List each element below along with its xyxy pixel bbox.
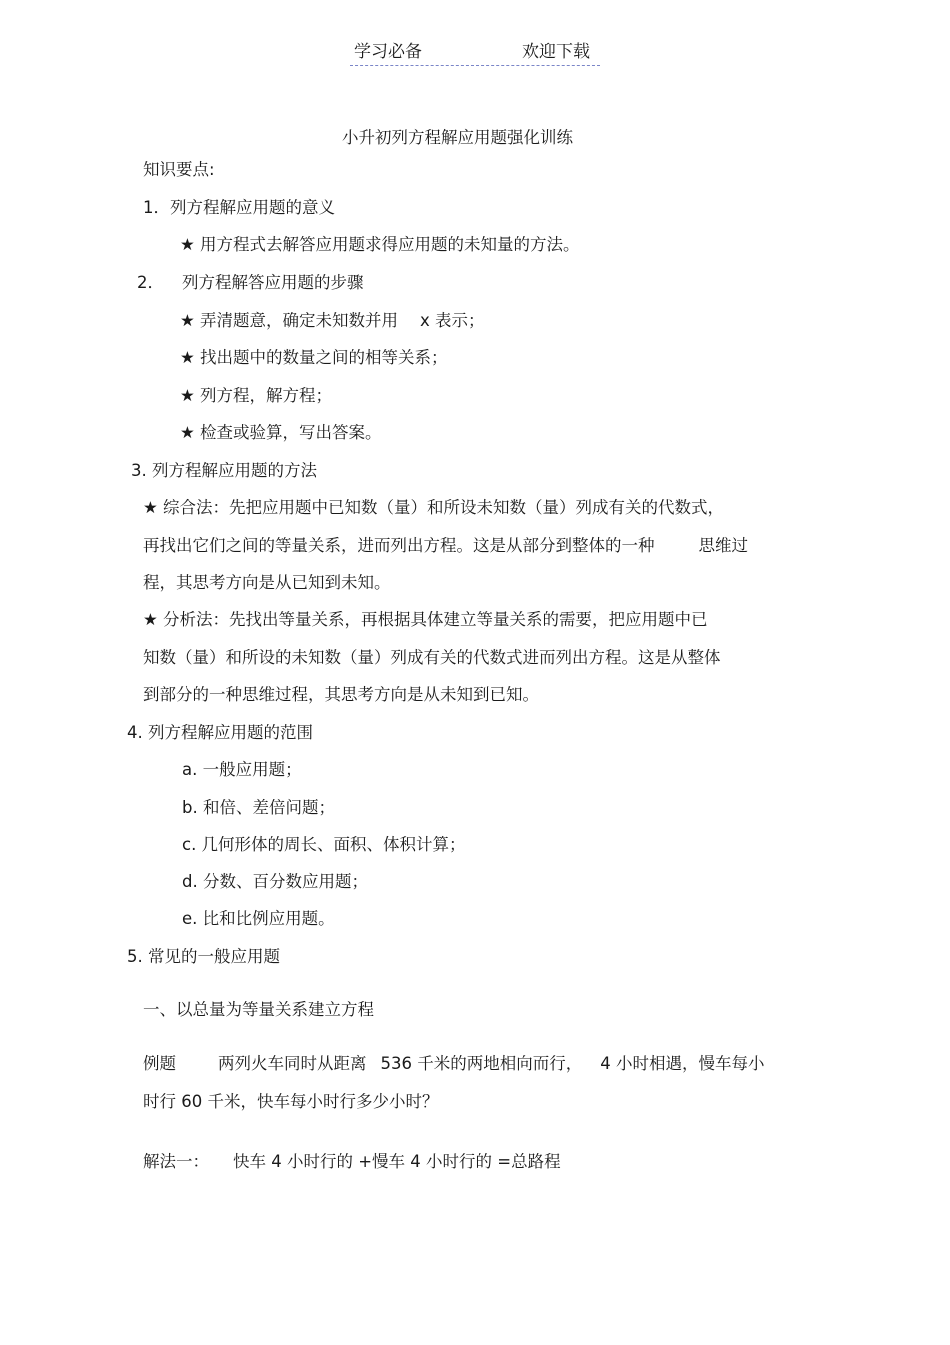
section-2-heading (137, 272, 364, 294)
section-1-bullet-1: ★ 用方程式去解答应用题求得应用题的未知量的方法。 (180, 235, 580, 254)
solution-label: 解法一： (143, 1152, 209, 1171)
section-2-heading-text: 列方程解答应用题的步骤 (182, 273, 364, 292)
section-3-para-1-line-3: 程，其思考方向是从已知到未知。 (143, 573, 391, 592)
example-line-1-part-a: 两列火车同时从距离 (218, 1054, 367, 1073)
solution-line (143, 1151, 561, 1173)
section-4-heading: 4. 列方程解应用题的范围 (127, 723, 313, 742)
section-4-item-d: d. 分数、百分数应用题； (182, 872, 368, 891)
section-4-item-a: a. 一般应用题； (182, 760, 302, 779)
section-2-bullet-1 (180, 310, 485, 332)
section-3-para-1-line-2-part-b: 思维过 (698, 536, 748, 555)
section-3-para-1-line-2 (143, 535, 748, 557)
example-line-1 (143, 1053, 765, 1075)
section-2-bullet-1-part-b: x 表示； (420, 311, 485, 330)
section-3-para-1-line-2-part-a: 再找出它们之间的等量关系，进而列出方程。这是从部分到整体的一种 (143, 536, 655, 555)
section-3-para-2-line-3: 到部分的一种思维过程，其思考方向是从未知到已知。 (143, 685, 539, 704)
section-2-bullet-4: ★ 检查或验算，写出答案。 (180, 423, 382, 442)
solution-text: 快车 4 小时行的 +慢车 4 小时行的 =总路程 (233, 1152, 561, 1171)
section-2-bullet-2: ★ 找出题中的数量之间的相等关系； (180, 348, 448, 367)
section-3-heading: 3. 列方程解应用题的方法 (131, 461, 317, 480)
section-4-item-e: e. 比和比例应用题。 (182, 909, 335, 928)
document-title: 小升初列方程解应用题强化训练 (342, 128, 573, 147)
section-2-bullet-1-part-a: ★ 弄清题意，确定未知数并用 (180, 311, 399, 330)
header-left-text: 学习必备 (354, 42, 422, 62)
example-label: 例题 (143, 1054, 176, 1073)
example-line-1-part-b: 536 千米的两地相向而行， (380, 1054, 583, 1073)
header-right-text: 欢迎下载 (522, 42, 590, 62)
section-3-para-2-line-2: 知数（量）和所设的未知数（量）列成有关的代数式进而列出方程。这是从整体 (143, 648, 721, 667)
section-3-para-2-line-1: ★ 分析法：先找出等量关系，再根据具体建立等量关系的需要，把应用题中已 (143, 610, 708, 629)
section-5-heading: 5. 常见的一般应用题 (127, 947, 280, 966)
section-3-para-1-line-1: ★ 综合法：先把应用题中已知数（量）和所设未知数（量）列成有关的代数式， (143, 498, 725, 517)
section-4-item-c: c. 几何形体的周长、面积、体积计算； (182, 835, 466, 854)
section-4-item-b: b. 和倍、差倍问题； (182, 798, 335, 817)
header-wrap (350, 40, 600, 68)
subsection-1-heading: 一、以总量为等量关系建立方程 (143, 1000, 374, 1019)
knowledge-heading: 知识要点: (143, 160, 215, 179)
example-line-1-part-c: 4 小时相遇，慢车每小 (600, 1054, 765, 1073)
header-dashed-rule (350, 65, 600, 66)
section-2-bullet-3: ★ 列方程，解方程； (180, 386, 333, 405)
example-line-2: 时行 60 千米，快车每小时行多少小时？ (143, 1092, 439, 1111)
section-2-heading-number: 2． (137, 273, 164, 292)
section-1-heading: 1．列方程解应用题的意义 (143, 198, 335, 217)
